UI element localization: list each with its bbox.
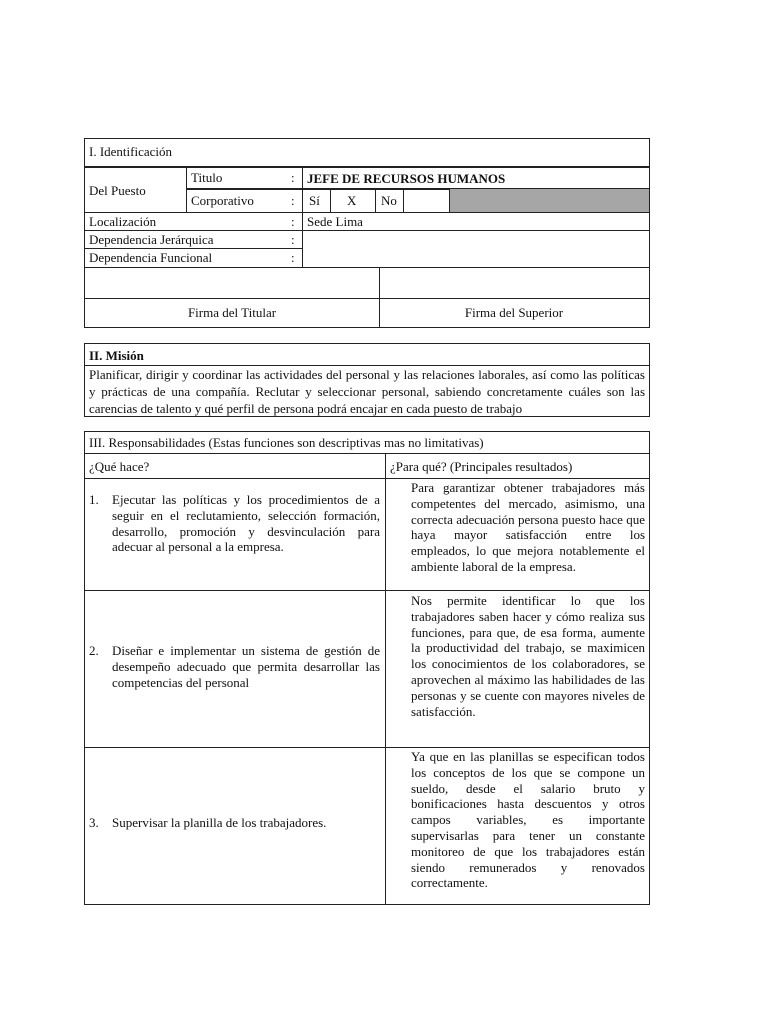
localizacion-value: Sede Lima <box>307 214 363 229</box>
row-3-que: Supervisar la planilla de los trabajadores. <box>112 815 327 830</box>
shaded-cell <box>450 189 649 212</box>
localizacion-rule <box>85 212 649 213</box>
row-3-number: 3. <box>89 815 99 830</box>
row-2-para: Nos permite identificar lo que los trabajadores saben hacer y cómo realiza sus funciones, para que, de esa forma, aumente la productividad del trabajo, se maximicen los conocimientos de los colaboradores, se aprovechen al máximo las habilidades de las personas y se cuente con mayores niveles de satisfacción. <box>411 593 645 719</box>
dep-jerarquica-colon: : <box>291 232 295 247</box>
titulo-value: JEFE DE RECURSOS HUMANOS <box>307 171 506 186</box>
corporativo-x-mark: X <box>347 193 357 208</box>
firma-titular-line <box>85 298 379 299</box>
dep-funcional-rule <box>85 248 302 249</box>
firma-superior-line <box>379 298 649 299</box>
row-1-number: 1. <box>89 492 99 507</box>
corporativo-colon: : <box>291 193 295 208</box>
row-2-rule <box>85 747 649 748</box>
mision-section <box>84 343 650 417</box>
responsabilidades-heading: III. Responsabilidades (Estas funciones son descriptivas mas no limitativas) <box>89 435 484 450</box>
firma-titular: Firma del Titular <box>187 305 277 320</box>
localizacion-label: Localización <box>89 214 157 229</box>
responsabilidades-section <box>84 431 650 905</box>
dep-jerarquica-label: Dependencia Jerárquica <box>89 232 214 247</box>
titulo-label: Titulo <box>191 170 223 185</box>
dep-funcional-label: Dependencia Funcional <box>89 250 213 265</box>
titulo-colon: : <box>291 170 295 185</box>
firma-superior: Firma del Superior <box>464 305 564 320</box>
no-divider <box>403 189 404 212</box>
heading-rule <box>85 166 649 168</box>
x-divider <box>375 189 376 212</box>
col-que-hace: ¿Qué hace? <box>89 459 150 474</box>
row-3-para: Ya que en las planillas se especifican todos los conceptos de los que se compone un sueldo, desde el salario bruto y bonificaciones hasta descuentos y otros campos variables, es importante supervisarlas para tener un constante monitoreo de que los trabajadores están siendo remunerados y renovados correctamente. <box>411 749 645 891</box>
si-divider <box>330 189 331 212</box>
row-2-que: Diseñar e implementar un sistema de gestión de desempeño adecuado que permita desarrollar las competencias del personal <box>112 643 380 690</box>
row-2-number: 2. <box>89 643 99 658</box>
resp-column-divider <box>385 453 386 904</box>
resp-heading-rule <box>85 453 649 454</box>
corporativo-si: Sí <box>309 193 320 208</box>
firma-rule <box>85 267 649 268</box>
identificacion-section <box>84 138 650 328</box>
col-para-que: ¿Para qué? (Principales resultados) <box>390 459 573 474</box>
row-1-que: Ejecutar las políticas y los procedimientos de a seguir en el reclutamiento, selección formación, desarrollo, promoción y desvinculación para adecuar al personal a la empresa. <box>112 492 380 555</box>
localizacion-divider <box>302 212 303 267</box>
dep-jerarquica-rule <box>85 230 649 231</box>
dep-funcional-colon: : <box>291 250 295 265</box>
row-1-rule <box>85 590 649 591</box>
corporativo-label: Corporativo <box>191 193 254 208</box>
localizacion-colon: : <box>291 214 295 229</box>
del-puesto-label: Del Puesto <box>89 183 146 198</box>
identificacion-heading: I. Identificación <box>89 144 173 159</box>
resp-header-rule <box>85 478 649 479</box>
row-1-para: Para garantizar obtener trabajadores más competentes del mercado, asimismo, una correcta adecuación persona puesto hace que haya mayor satisfacción entre los empleados, lo que mejora notablemente el ambiente laboral de la empresa. <box>411 480 645 574</box>
mision-heading: II. Misión <box>89 348 144 363</box>
mision-text: Planificar, dirigir y coordinar las actividades del personal y las relaciones laborales, así como las políticas y prácticas de una compañía. Reclutar y seleccionar personal, sabiendo concretamente cuáles son las carencias de talento y qué perfil de persona podrá encajar en cada puesto de trabajo <box>89 367 645 416</box>
corporativo-no: No <box>381 193 397 208</box>
